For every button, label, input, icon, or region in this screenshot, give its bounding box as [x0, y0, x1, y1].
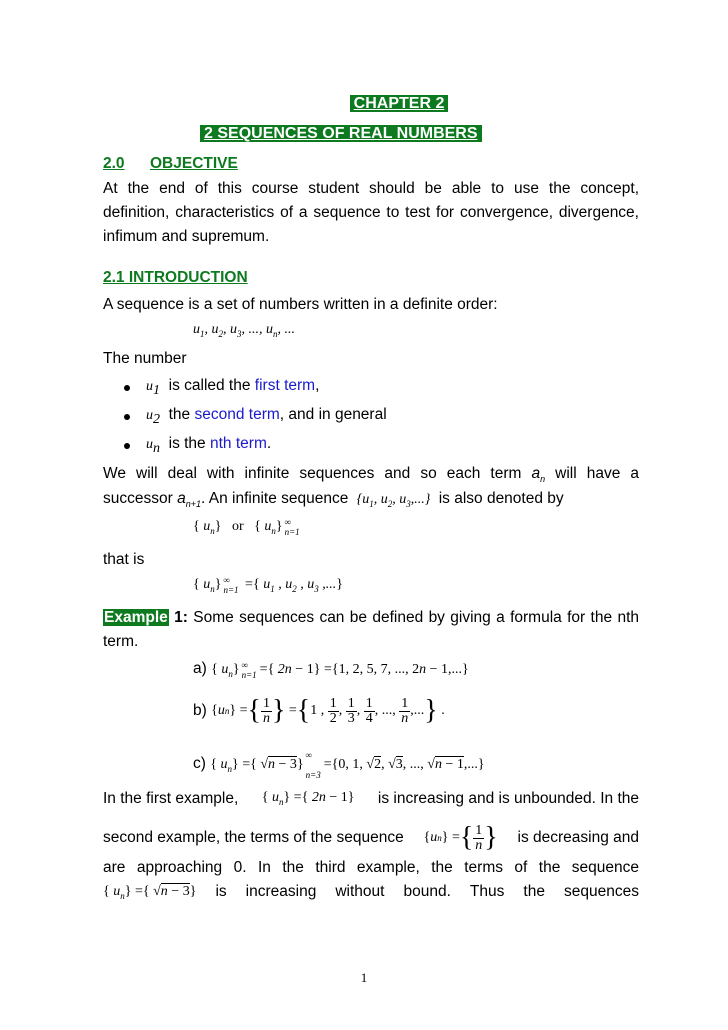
bullet-pre: is the: [168, 435, 206, 452]
objective-number: 2.0: [103, 155, 125, 172]
example-c: c) { $u_n$} ={ √n − 3}∞ n=3={0, 1, √2, √3, ..., √n − 1,...}: [193, 750, 485, 780]
bullet-dot: [124, 414, 130, 420]
closing-word: without: [335, 883, 385, 900]
the-number-label: The number: [103, 350, 187, 367]
bullet-item-2: [146, 406, 387, 428]
deal-text: is also denoted by: [438, 490, 564, 507]
chapter-label: CHAPTER 2: [353, 95, 445, 112]
bullet-term: nth term: [210, 435, 267, 452]
deal-text: We will deal with infinite sequences and so each term: [103, 465, 522, 482]
objective-line-1: At the end of this course student should be able to use the concept,: [103, 180, 639, 197]
deal-var: a: [531, 465, 541, 482]
example-b-label: b): [193, 702, 207, 719]
or-word: or: [231, 519, 244, 535]
objective-line-2: definition, characteristics of a sequence to test for convergence, divergence,: [103, 204, 639, 221]
bullet-pre: the: [168, 406, 191, 423]
chapter-title: [200, 125, 482, 143]
example-number: 1:: [174, 609, 188, 626]
closing-text: second example, the terms of the sequence: [103, 829, 404, 846]
bullet-term: second term: [194, 406, 280, 423]
closing-text: is increasing and is unbounded. In the: [377, 790, 639, 807]
bullet-post: .: [266, 435, 272, 452]
bullet-var: u: [146, 408, 153, 423]
bullet-pre: is called the: [168, 377, 251, 394]
closing-word: the: [523, 883, 545, 900]
example-label-box: [103, 609, 169, 626]
closing-expr-3: { $u_n$} ={ √n − 3}: [103, 883, 197, 901]
closing-word: bound.: [403, 883, 451, 900]
bullet-dot: [124, 385, 130, 391]
bullet-post: ,: [315, 377, 320, 394]
example-text: Some sequences can be defined by giving a formula for the nth: [193, 609, 640, 626]
sequence-definition: { $u_n$} ∞ n=1 ={ $u_1$ , $u_2$ , $u_3$ ,...}: [193, 575, 343, 595]
that-is-label: that is: [103, 551, 145, 568]
closing-expr-1: { $u_n$} ={ 2n − 1}: [261, 790, 355, 807]
example-label: Example: [104, 609, 168, 626]
closing-word: is: [215, 883, 227, 900]
objective-line-3: infimum and supremum.: [103, 228, 270, 245]
intro-line-1: A sequence is a set of numbers written in a definite order:: [103, 296, 498, 313]
bullet-var: u: [146, 379, 153, 394]
deal-line-1: [103, 465, 639, 484]
closing-line-4: [103, 883, 639, 901]
bullet-item-1: [146, 377, 319, 399]
bullet-sub: n: [153, 441, 160, 457]
bullet-var: u: [146, 437, 153, 452]
closing-line-3: are approaching 0. In the third example, the terms of the sequence: [103, 859, 639, 876]
closing-text: In the first example,: [103, 790, 239, 807]
page-number: 1: [360, 970, 368, 985]
example-a: a) { $u_n$} ∞ n=1 ={ 2n − 1} ={1, 2, 5, 7, ..., 2n − 1,...}: [193, 660, 469, 680]
sequence-expression: $u_1$, $u_2$, $u_3$, ..., $u_n$, ...: [193, 322, 295, 339]
chapter-title-text: 2 SEQUENCES OF REAL NUMBERS: [204, 125, 478, 142]
objective-heading: OBJECTIVE: [150, 155, 238, 172]
intro-heading: 2.1 INTRODUCTION: [103, 269, 248, 286]
bullet-dot: [124, 443, 130, 449]
example-b: b) { u n } = { $\frac{1}{n}$ } = { 1 , $\frac{1}{2}$ , $\frac{1}{3}$ , $\frac{1}{4}$ , ..., $\frac{1}{n}$ ,... } .: [193, 695, 445, 726]
deal-text: will have a: [555, 465, 639, 482]
objective-paragraph: [103, 177, 639, 249]
deal-sub: n+1: [185, 499, 201, 510]
bullet-term: first term: [254, 377, 316, 394]
infinite-sequence-expr: {$u_1$, $u_2$, $u_3$,...}: [356, 492, 431, 509]
closing-line-1: [103, 790, 639, 808]
bullet-sub: 1: [153, 383, 160, 399]
deal-line-2: [103, 490, 639, 509]
chapter-heading: [0, 95, 728, 113]
closing-word: sequences: [563, 883, 639, 900]
deal-text: . An infinite sequence: [201, 490, 349, 507]
bullet-sub: 2: [153, 412, 160, 428]
bullet-post: , and in general: [279, 406, 387, 423]
example-c-label: c): [193, 755, 206, 773]
closing-text: is decreasing and: [517, 829, 639, 846]
closing-word: increasing: [245, 883, 317, 900]
closing-word: Thus: [469, 883, 505, 900]
closing-expr-2: { u n } = { $\frac{1}{n}$ }: [423, 822, 498, 853]
deal-text: successor: [103, 490, 173, 507]
deal-sub: n: [540, 474, 546, 485]
notation-expression: { $u_n$} or { $u_n$} ∞ n=1: [193, 517, 300, 537]
example-a-label: a): [193, 660, 207, 678]
example-line-1: [103, 609, 639, 627]
deal-var: a: [177, 490, 186, 507]
bullet-item-3: [146, 435, 271, 457]
closing-line-2: [103, 818, 639, 858]
example-line-2: term.: [103, 633, 139, 650]
